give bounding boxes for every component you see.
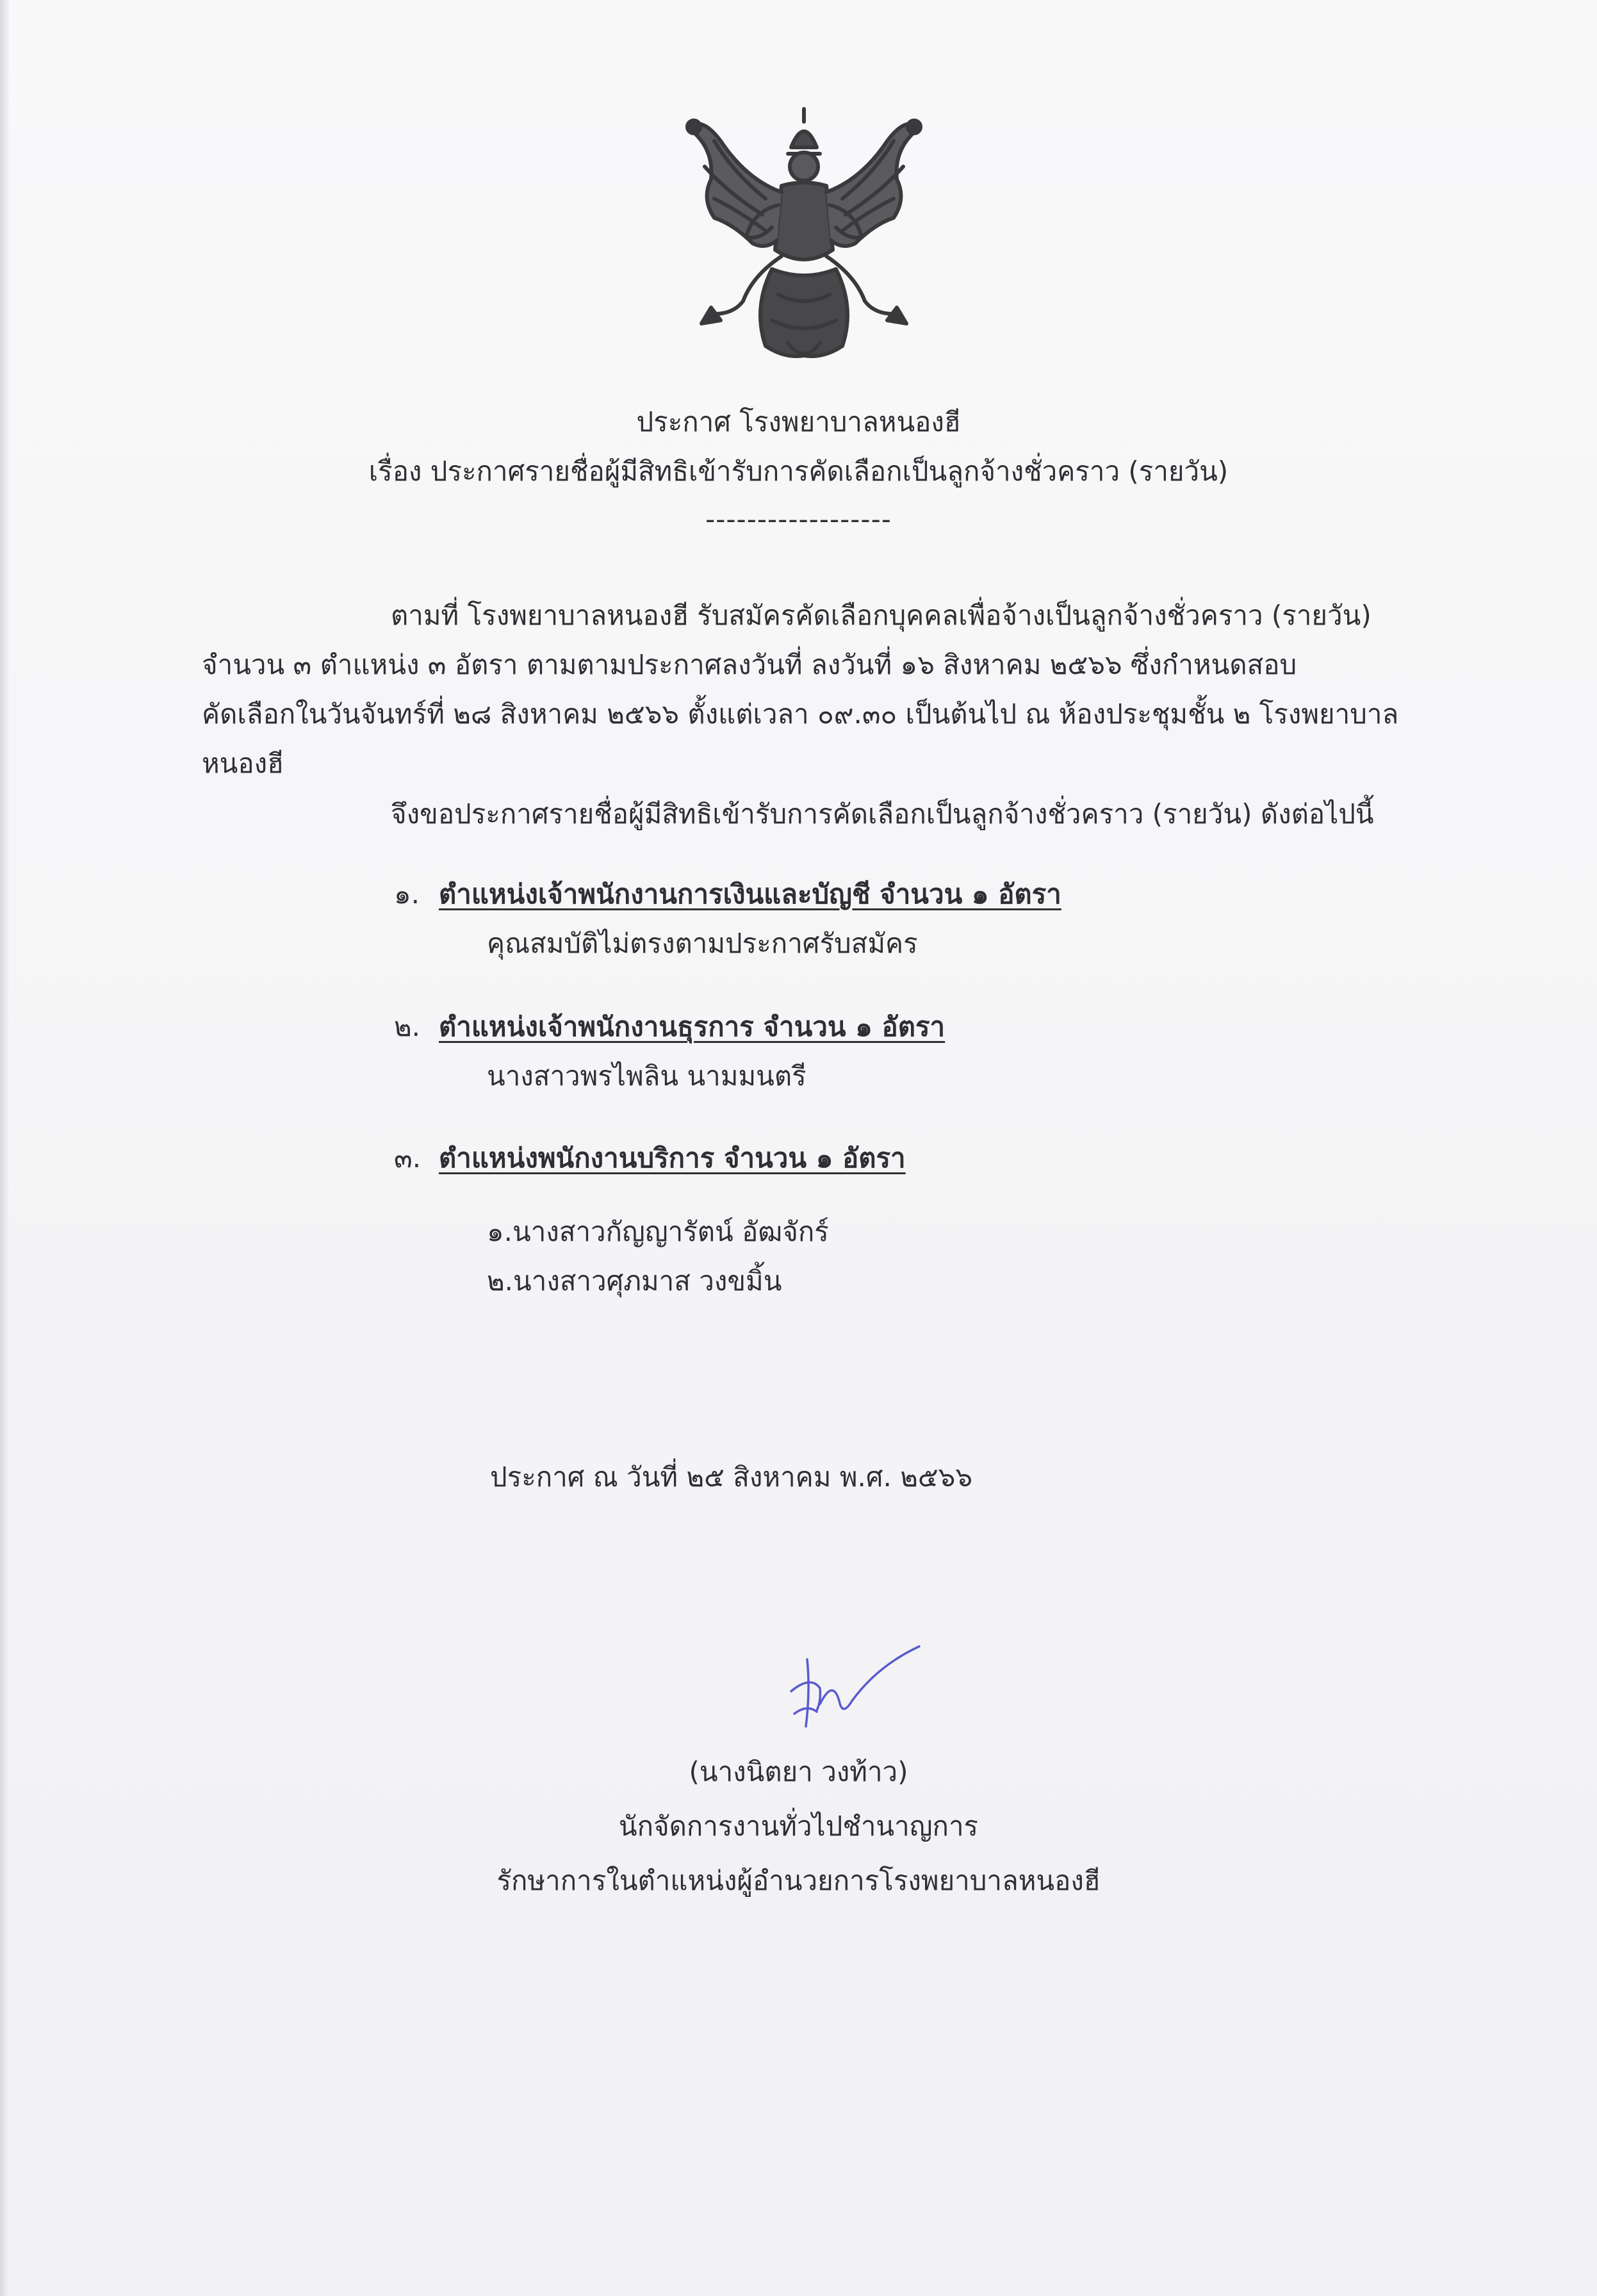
body-paragraph-line-3: คัดเลือกในวันจันทร์ที่ ๒๘ สิงหาคม ๒๕๖๖ ตั้งแต่เวลา ๐๙.๓๐ เป็นต้นไป ณ ห้องประชุมชั้น ๒ โรงพยาบาล xyxy=(202,698,1399,730)
announcement-title: ประกาศ โรงพยาบาลหนองฮี xyxy=(636,406,961,438)
position-entry: นางสาวพรไพลิน นามมนตรี xyxy=(487,1060,807,1092)
announcement-subject: เรื่อง ประกาศรายชื่อผู้มีสิทธิเข้ารับการคัดเลือกเป็นลูกจ้างชั่วคราว (รายวัน) xyxy=(368,455,1229,487)
announcement-date: ประกาศ ณ วันที่ ๒๕ สิงหาคม พ.ศ. ๒๕๖๖ xyxy=(490,1461,973,1493)
position-number: ๓. xyxy=(394,1142,422,1174)
position-entry: ๒.นางสาวศุภมาส วงขมิ้น xyxy=(487,1265,782,1297)
position-entry: คุณสมบัติไม่ตรงตามประกาศรับสมัคร xyxy=(487,928,918,959)
signer-position: นักจัดการงานทั่วไปชำนาญการ xyxy=(618,1810,979,1842)
handwritten-signature-icon xyxy=(782,1640,929,1736)
header-divider: ------------------ xyxy=(705,504,892,535)
position-title: ตำแหน่งเจ้าพนักงานธุรการ จำนวน ๑ อัตรา xyxy=(439,1011,946,1042)
signer-acting-position: รักษาการในตำแหน่งผู้อำนวยการโรงพยาบาลหนองฮี xyxy=(496,1865,1101,1896)
scan-edge xyxy=(0,0,9,2296)
body-paragraph-2: จึงขอประกาศรายชื่อผู้มีสิทธิเข้ารับการคัดเลือกเป็นลูกจ้างชั่วคราว (รายวัน) ดังต่อไปนี้ xyxy=(391,798,1374,830)
position-number: ๑. xyxy=(394,878,420,910)
body-paragraph-line-4: หนองฮี xyxy=(202,748,284,779)
position-number: ๒. xyxy=(394,1011,421,1042)
garuda-emblem-icon xyxy=(676,102,932,372)
signer-name: (นางนิตยา วงท้าว) xyxy=(689,1756,908,1787)
body-paragraph-line-1: ตามที่ โรงพยาบาลหนองฮี รับสมัครคัดเลือกบุคคลเพื่อจ้างเป็นลูกจ้างชั่วคราว (รายวัน) xyxy=(391,600,1372,631)
body-paragraph-line-2: จำนวน ๓ ตำแหน่ง ๓ อัตรา ตามตามประกาศลงวันที่ ลงวันที่ ๑๖ สิงหาคม ๒๕๖๖ ซึ่งกำหนดสอบ xyxy=(202,649,1297,680)
position-entry: ๑.นางสาวกัญญารัตน์ อัฒจักร์ xyxy=(487,1216,829,1247)
position-title: ตำแหน่งเจ้าพนักงานการเงินและบัญชี จำนวน ๑ อัตรา xyxy=(439,878,1061,910)
position-title: ตำแหน่งพนักงานบริการ จำนวน ๑ อัตรา xyxy=(439,1142,906,1174)
